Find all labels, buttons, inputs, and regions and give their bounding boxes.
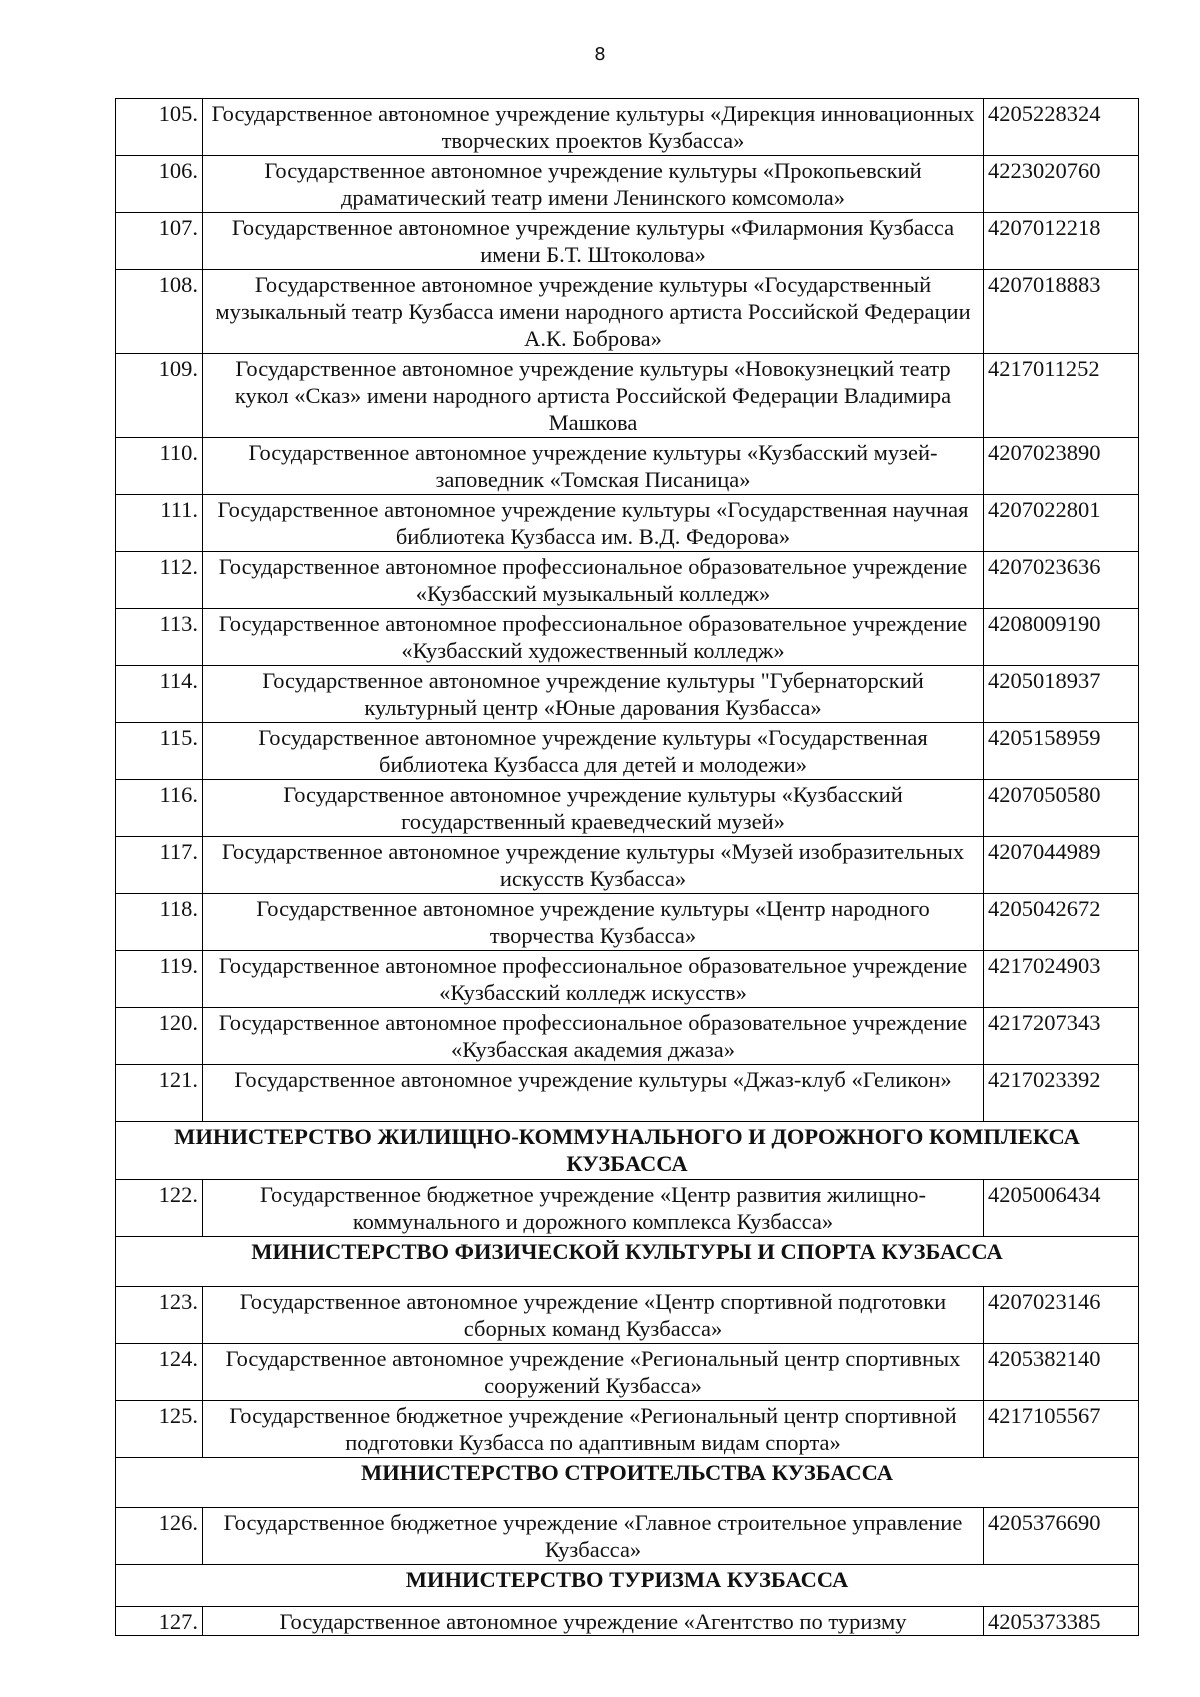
table-row	[116, 666, 1139, 723]
institution-name: Государственное автономное учреждение культуры «Государственный музыкальный театр Кузбасса имени народного артиста Российской Федерации А.К. Боброва»	[203, 270, 984, 354]
inn-code: 4205158959	[984, 723, 1139, 780]
table-row	[116, 780, 1139, 837]
institutions-table	[115, 98, 1139, 1636]
institution-name: Государственное автономное учреждение культуры «Центр народного творчества Кузбасса»	[203, 894, 984, 951]
table-row	[116, 723, 1139, 780]
row-number: 118.	[116, 894, 203, 951]
row-number: 110.	[116, 438, 203, 495]
inn-code: 4207022801	[984, 495, 1139, 552]
inn-code: 4208009190	[984, 609, 1139, 666]
table-row	[116, 1287, 1139, 1344]
table-row	[116, 1065, 1139, 1122]
page-number: 8	[594, 44, 606, 65]
row-number: 127.	[116, 1607, 203, 1636]
section-header-row	[116, 1565, 1139, 1607]
institution-name: Государственное автономное учреждение культуры «Дирекция инновационных творческих проектов Кузбасса»	[203, 99, 984, 156]
row-number: 125.	[116, 1401, 203, 1458]
inn-code: 4205042672	[984, 894, 1139, 951]
institution-name: Государственное бюджетное учреждение «Центр развития жилищно-коммунального и дорожного комплекса Кузбасса»	[203, 1180, 984, 1237]
institution-name: Государственное автономное учреждение культуры "Губернаторский культурный центр «Юные дарования Кузбасса»	[203, 666, 984, 723]
inn-code: 4207023146	[984, 1287, 1139, 1344]
table-row	[116, 609, 1139, 666]
inn-code: 4207018883	[984, 270, 1139, 354]
row-number: 106.	[116, 156, 203, 213]
table-row	[116, 438, 1139, 495]
table-row	[116, 1607, 1139, 1636]
institution-name: Государственное автономное учреждение культуры «Кузбасский государственный краеведческий музей»	[203, 780, 984, 837]
table-row	[116, 495, 1139, 552]
table-row	[116, 951, 1139, 1008]
institution-name: Государственное автономное учреждение культуры «Государственная научная библиотека Кузбасса им. В.Д. Федорова»	[203, 495, 984, 552]
inn-code: 4205228324	[984, 99, 1139, 156]
institution-name: Государственное автономное профессиональное образовательное учреждение «Кузбасский колледж искусств»	[203, 951, 984, 1008]
row-number: 105.	[116, 99, 203, 156]
section-header-row	[116, 1458, 1139, 1508]
institution-name: Государственное автономное профессиональное образовательное учреждение «Кузбасский художественный колледж»	[203, 609, 984, 666]
table-row	[116, 552, 1139, 609]
inn-code: 4207023890	[984, 438, 1139, 495]
institution-name: Государственное автономное учреждение культуры «Музей изобразительных искусств Кузбасса»	[203, 837, 984, 894]
row-number: 109.	[116, 354, 203, 438]
row-number: 121.	[116, 1065, 203, 1122]
row-number: 112.	[116, 552, 203, 609]
institution-name: Государственное автономное учреждение культуры «Кузбасский музей-заповедник «Томская Писаница»	[203, 438, 984, 495]
table-row	[116, 837, 1139, 894]
table-row	[116, 99, 1139, 156]
institution-name: Государственное автономное профессиональное образовательное учреждение «Кузбасский музыкальный колледж»	[203, 552, 984, 609]
institution-name: Государственное автономное учреждение «Региональный центр спортивных сооружений Кузбасса»	[203, 1344, 984, 1401]
table-row	[116, 270, 1139, 354]
table-row	[116, 1401, 1139, 1458]
row-number: 119.	[116, 951, 203, 1008]
institution-name: Государственное автономное учреждение культуры «Государственная библиотека Кузбасса для детей и молодежи»	[203, 723, 984, 780]
inn-code: 4207012218	[984, 213, 1139, 270]
inn-code: 4223020760	[984, 156, 1139, 213]
section-title: МИНИСТЕРСТВО ТУРИЗМА КУЗБАССА	[116, 1565, 1139, 1607]
inn-code: 4205373385	[984, 1607, 1139, 1636]
section-header-row	[116, 1122, 1139, 1180]
inn-code: 4205006434	[984, 1180, 1139, 1237]
institution-name: Государственное автономное профессиональное образовательное учреждение «Кузбасская академия джаза»	[203, 1008, 984, 1065]
row-number: 123.	[116, 1287, 203, 1344]
row-number: 111.	[116, 495, 203, 552]
table-row	[116, 1180, 1139, 1237]
institution-name: Государственное автономное учреждение культуры «Прокопьевский драматический театр имени Ленинского комсомола»	[203, 156, 984, 213]
inn-code: 4205376690	[984, 1508, 1139, 1565]
table-row	[116, 1344, 1139, 1401]
table-row	[116, 156, 1139, 213]
table-row	[116, 213, 1139, 270]
inn-code: 4205018937	[984, 666, 1139, 723]
institution-name: Государственное автономное учреждение культуры «Филармония Кузбасса имени Б.Т. Штоколова»	[203, 213, 984, 270]
row-number: 120.	[116, 1008, 203, 1065]
row-number: 124.	[116, 1344, 203, 1401]
row-number: 122.	[116, 1180, 203, 1237]
row-number: 116.	[116, 780, 203, 837]
inn-code: 4217024903	[984, 951, 1139, 1008]
row-number: 114.	[116, 666, 203, 723]
section-title: МИНИСТЕРСТВО ФИЗИЧЕСКОЙ КУЛЬТУРЫ И СПОРТА КУЗБАССА	[116, 1237, 1139, 1287]
table-row	[116, 1508, 1139, 1565]
institution-name: Государственное автономное учреждение культуры «Джаз-клуб «Геликон»	[203, 1065, 984, 1122]
row-number: 107.	[116, 213, 203, 270]
section-title: МИНИСТЕРСТВО ЖИЛИЩНО-КОММУНАЛЬНОГО И ДОРОЖНОГО КОМПЛЕКСА КУЗБАССА	[116, 1122, 1139, 1180]
row-number: 108.	[116, 270, 203, 354]
inn-code: 4207050580	[984, 780, 1139, 837]
inn-code: 4217023392	[984, 1065, 1139, 1122]
institution-name: Государственное автономное учреждение «Центр спортивной подготовки сборных команд Кузбасса»	[203, 1287, 984, 1344]
inn-code: 4217105567	[984, 1401, 1139, 1458]
row-number: 126.	[116, 1508, 203, 1565]
table-row	[116, 1008, 1139, 1065]
table-row	[116, 354, 1139, 438]
section-header-row	[116, 1237, 1139, 1287]
institution-name: Государственное бюджетное учреждение «Главное строительное управление Кузбасса»	[203, 1508, 984, 1565]
section-title: МИНИСТЕРСТВО СТРОИТЕЛЬСТВА КУЗБАССА	[116, 1458, 1139, 1508]
table-row	[116, 894, 1139, 951]
institution-name: Государственное автономное учреждение культуры «Новокузнецкий театр кукол «Сказ» имени народного артиста Российской Федерации Владимира Машкова	[203, 354, 984, 438]
inn-code: 4207044989	[984, 837, 1139, 894]
row-number: 113.	[116, 609, 203, 666]
inn-code: 4217011252	[984, 354, 1139, 438]
institution-name: Государственное автономное учреждение «Агентство по туризму	[203, 1607, 984, 1636]
inn-code: 4205382140	[984, 1344, 1139, 1401]
row-number: 117.	[116, 837, 203, 894]
row-number: 115.	[116, 723, 203, 780]
inn-code: 4207023636	[984, 552, 1139, 609]
table-body	[116, 99, 1139, 1636]
inn-code: 4217207343	[984, 1008, 1139, 1065]
institution-name: Государственное бюджетное учреждение «Региональный центр спортивной подготовки Кузбасса по адаптивным видам спорта»	[203, 1401, 984, 1458]
